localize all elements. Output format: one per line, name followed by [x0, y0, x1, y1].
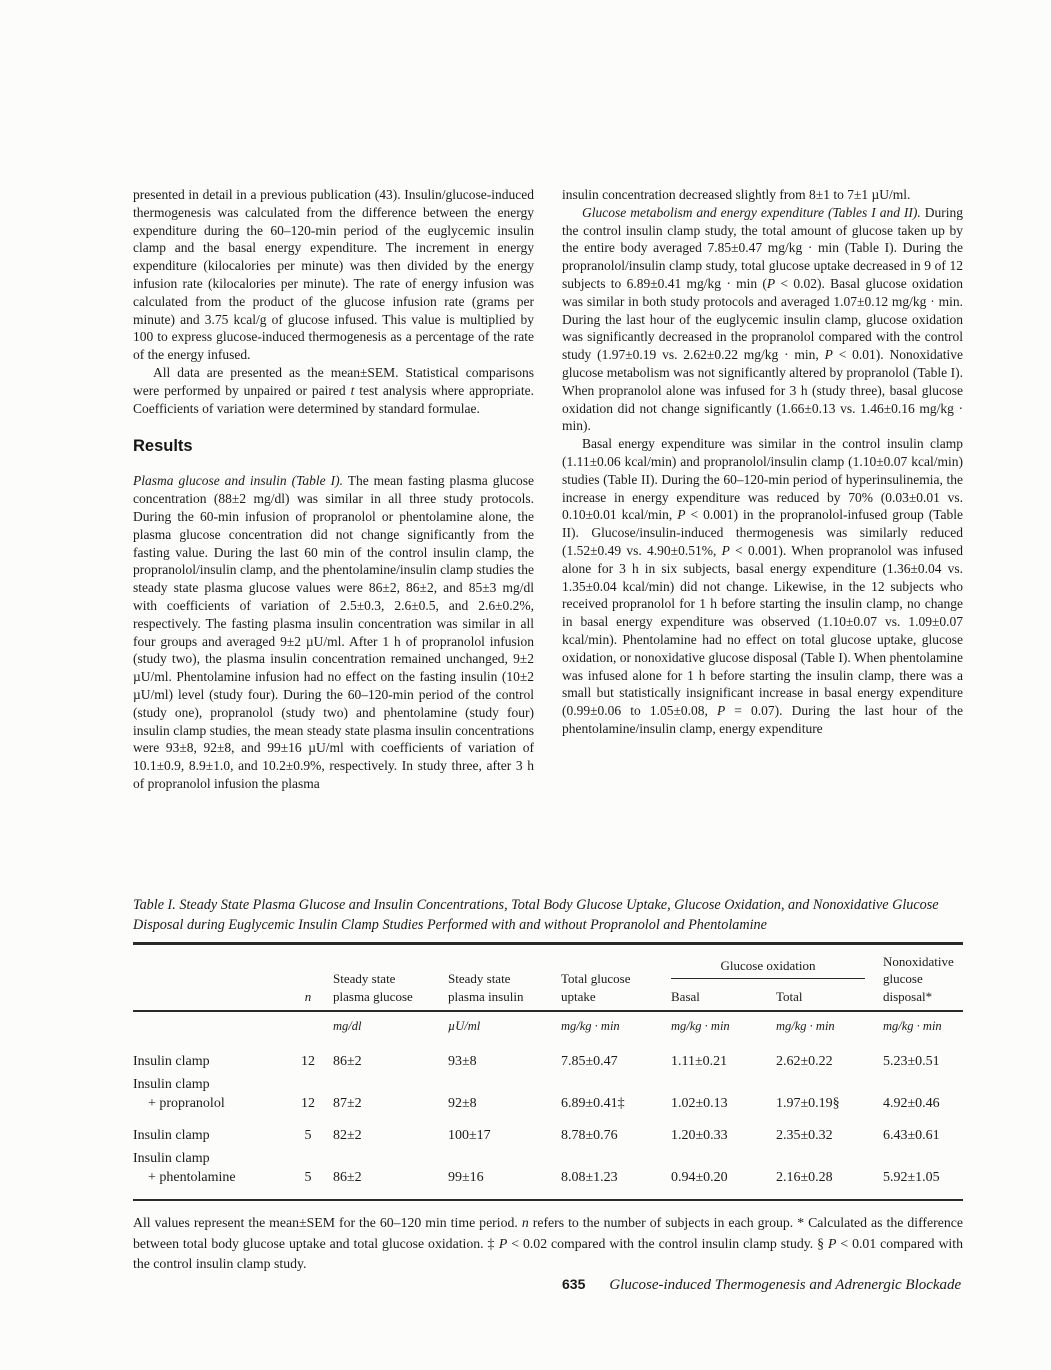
table-1: [133, 895, 963, 1275]
header-total: Total: [776, 988, 803, 1004]
table-cell: 5: [304, 1128, 312, 1143]
table-body: [133, 1044, 963, 1199]
table-cell: 86±2: [333, 1054, 362, 1069]
header-basal: Basal: [671, 988, 700, 1004]
table-row: [133, 1145, 963, 1187]
page-number: 635: [562, 1276, 586, 1292]
table-cell: 82±2: [333, 1128, 362, 1143]
table-cell: 5.92±1.05: [883, 1170, 940, 1185]
row-label: Insulin clamp: [133, 1128, 210, 1143]
table-cell: 1.97±0.19§: [776, 1096, 840, 1111]
header-plasma-insulin: Steady state plasma insulin: [448, 971, 524, 1004]
results-heading: Results: [133, 437, 193, 456]
table-cell: 5.23±0.51: [883, 1054, 940, 1069]
table-row: [133, 1044, 963, 1071]
table-row: [133, 1113, 963, 1145]
plasma-glucose-paragraph: Plasma glucose and insulin (Table I). The mean fasting plasma glucose concentration (88±2 mg/dl) was similar in all three study protocols. During the 60-min infusion of propranolol or phentolamine alone, the plasma glucose concentration did not change significantly from the fasting value. During the last 60 min of the control insulin clamp, the propranolol/insulin clamp, and the phentolamine/insulin clamp studies the steady state plasma glucose values were 86±2, 86±2, and 85±3 mg/dl with coefficients of variation of 2.5±0.3, 2.6±0.5, and 2.6±0.2%, respectively. The fasting plasma insulin concentration was similar in all four groups and averaged 9±2 µU/ml. After 1 h of propranolol infusion (study two), the plasma insulin concentration remained unchanged, 9±2 µU/ml. Phentolamine infusion had no effect on the fasting insulin (10±2 µU/ml) level (study four). During the 60–120-min period of the control (study one), propranolol (study two) and phentolamine (study four) insulin clamp studies, the mean steady state plasma insulin concentrations were 93±8, 92±8, and 99±16 µU/ml with coefficients of variation of 10.1±0.9, 8.9±1.0, and 10.2±0.9%, respectively. In study three, after 3 h of propranolol infusion the plasma: [133, 473, 535, 791]
table-cell: 7.85±0.47: [561, 1054, 618, 1069]
table-cell: 1.11±0.21: [671, 1054, 728, 1069]
row-label: Insulin clamp + propranolol: [133, 1077, 225, 1111]
table-cell: 100±17: [448, 1128, 491, 1143]
unit-mg-kg-min: mg/kg · min: [561, 1019, 620, 1033]
header-n: n: [304, 988, 312, 1004]
page-footer: [562, 1276, 961, 1294]
running-title: Glucose-induced Thermogenesis and Adrenergic Blockade: [609, 1277, 962, 1293]
table-row: [133, 1071, 963, 1113]
table-cell: 92±8: [448, 1096, 477, 1111]
table-cell: 6.89±0.41‡: [561, 1096, 625, 1111]
header-nonoxidative-disposal: Nonoxidative glucose disposal*: [883, 953, 954, 1004]
table-cell: 8.78±0.76: [561, 1128, 618, 1143]
table-cell: 6.43±0.61: [883, 1128, 940, 1143]
table-cell: 2.16±0.28: [776, 1170, 833, 1185]
table-cell: 2.62±0.22: [776, 1054, 833, 1069]
table-cell: 8.08±1.23: [561, 1170, 618, 1185]
table-caption: Table I. Steady State Plasma Glucose and Insulin Concentrations, Total Body Glucose Uptake, Glucose Oxidation, and Nonoxidative Glucose Disposal during Euglycemic Insulin Clamp Studies Performed with and without Propranolol and Phentolamine: [133, 897, 939, 933]
glucose-metabolism-paragraph: Glucose metabolism and energy expenditure (Tables I and II). During the control insulin clamp study, the total amount of glucose taken up by the entire body averaged 7.85±0.47 mg/kg · min (Table I). During the propranolol/insulin clamp study, total glucose uptake decreased in 9 of 12 subjects to 6.89±0.41 mg/kg · min (P < 0.02). Basal glucose oxidation was similar in both study protocols and averaged 1.07±0.12 mg/kg · min. During the last hour of the euglycemic insulin clamp, glucose oxidation was significantly decreased in the propranolol compared with the control study (1.97±0.19 vs. 2.62±0.22 mg/kg · min, P < 0.01). Nonoxidative glucose metabolism was not significantly altered by propranolol (Table I). When propranolol alone was infused for 3 h (study three), basal glucose oxidation did not change significantly (1.66±0.13 vs. 1.46±0.16 mg/kg · min).: [562, 204, 963, 434]
header-plasma-glucose: Steady state plasma glucose: [333, 971, 413, 1004]
header-glucose-oxidation-group: Glucose oxidation: [671, 957, 865, 979]
unit-mg-kg-min: mg/kg · min: [883, 1019, 942, 1033]
row-label: Insulin clamp + phentolamine: [133, 1151, 236, 1185]
unit-mg-dl: mg/dl: [333, 1019, 362, 1033]
unit-uu-ml: µU/ml: [448, 1019, 481, 1033]
methods-paragraph-continued: presented in detail in a previous publication (43). Insulin/glucose-induced thermogenesis was calculated from the difference between the energy expenditure during the 60–120-min period of the euglycemic insulin clamp and the basal energy expenditure. The increment in energy expenditure (kilocalories per minute) was then divided by the energy infusion rate (kilocalories per minute). The rate of energy infusion was calculated from the product of the glucose infusion rate (grams per minute) and 3.75 kcal/g of glucose infused. This value is multiplied by 100 to express glucose-induced thermogenesis as a percentage of the rate of the energy infused.: [133, 187, 534, 363]
right-column: [562, 186, 963, 793]
table-cell: 99±16: [448, 1170, 484, 1185]
table-cell: 12: [301, 1096, 315, 1111]
table-cell: 1.20±0.33: [671, 1128, 728, 1143]
table-cell: 93±8: [448, 1054, 477, 1069]
table-cell: 1.02±0.13: [671, 1096, 728, 1111]
two-column-text: [133, 186, 963, 793]
table-cell: 2.35±0.32: [776, 1128, 833, 1143]
table-header: [133, 945, 963, 1011]
statistics-paragraph: All data are presented as the mean±SEM. Statistical comparisons were performed by unpaired or paired t test analysis where appropriate. Coefficients of variation were determined by standard formulae.: [133, 364, 535, 416]
table-cell: 86±2: [333, 1170, 362, 1185]
unit-mg-kg-min: mg/kg · min: [776, 1019, 835, 1033]
table-units-row: [133, 1012, 963, 1044]
table-footnote: All values represent the mean±SEM for the 60–120 min time period. n refers to the number of subjects in each group. * Calculated as the difference between total body glucose uptake and total glucose oxidation. ‡ P < 0.02 compared with the control insulin clamp study. § P < 0.01 compared with the control insulin clamp study.: [133, 1215, 963, 1271]
left-column: [133, 186, 534, 793]
insulin-concentration-paragraph: insulin concentration decreased slightly from 8±1 to 7±1 µU/ml.: [562, 187, 911, 202]
table-cell: 0.94±0.20: [671, 1170, 728, 1185]
table-cell: 87±2: [333, 1096, 362, 1111]
header-total-glucose-uptake: Total glucose uptake: [561, 971, 631, 1004]
table-cell: 12: [301, 1054, 315, 1069]
energy-expenditure-paragraph: Basal energy expenditure was similar in the control insulin clamp (1.11±0.06 kcal/min) and propranolol/insulin clamp (1.10±0.07 kcal/min) studies (Table II). During the 60–120-min period of hyperinsulinemia, the increase in energy expenditure was reduced by 70% (0.03±0.01 vs. 0.10±0.01 kcal/min, P < 0.001) in the propranolol-infused group (Table II). Glucose/insulin-induced thermogenesis was similarly reduced (1.52±0.49 vs. 4.90±0.51%, P < 0.001). When propranolol was infused alone for 3 h in six subjects, basal energy expenditure (1.36±0.04 vs. 1.35±0.04 kcal/min) did not change. Likewise, in the 12 subjects who received propranolol for 1 h before starting the insulin clamp, no change in basal energy expenditure was observed (1.10±0.07 vs. 1.09±0.07 kcal/min). Phentolamine had no effect on total glucose uptake, glucose oxidation, or nonoxidative glucose disposal (Table I). When phentolamine was infused alone for 1 h before starting the insulin clamp, there was a small but statistically insignificant increase in basal energy expenditure (0.99±0.06 to 1.05±0.08, P = 0.07). During the last hour of the phentolamine/insulin clamp, energy expenditure: [562, 436, 963, 736]
row-label: Insulin clamp: [133, 1054, 210, 1069]
table-cell: 5: [304, 1170, 312, 1185]
table-bottom-rule: [133, 1199, 963, 1201]
unit-mg-kg-min: mg/kg · min: [671, 1019, 730, 1033]
table-cell: 4.92±0.46: [883, 1096, 940, 1111]
